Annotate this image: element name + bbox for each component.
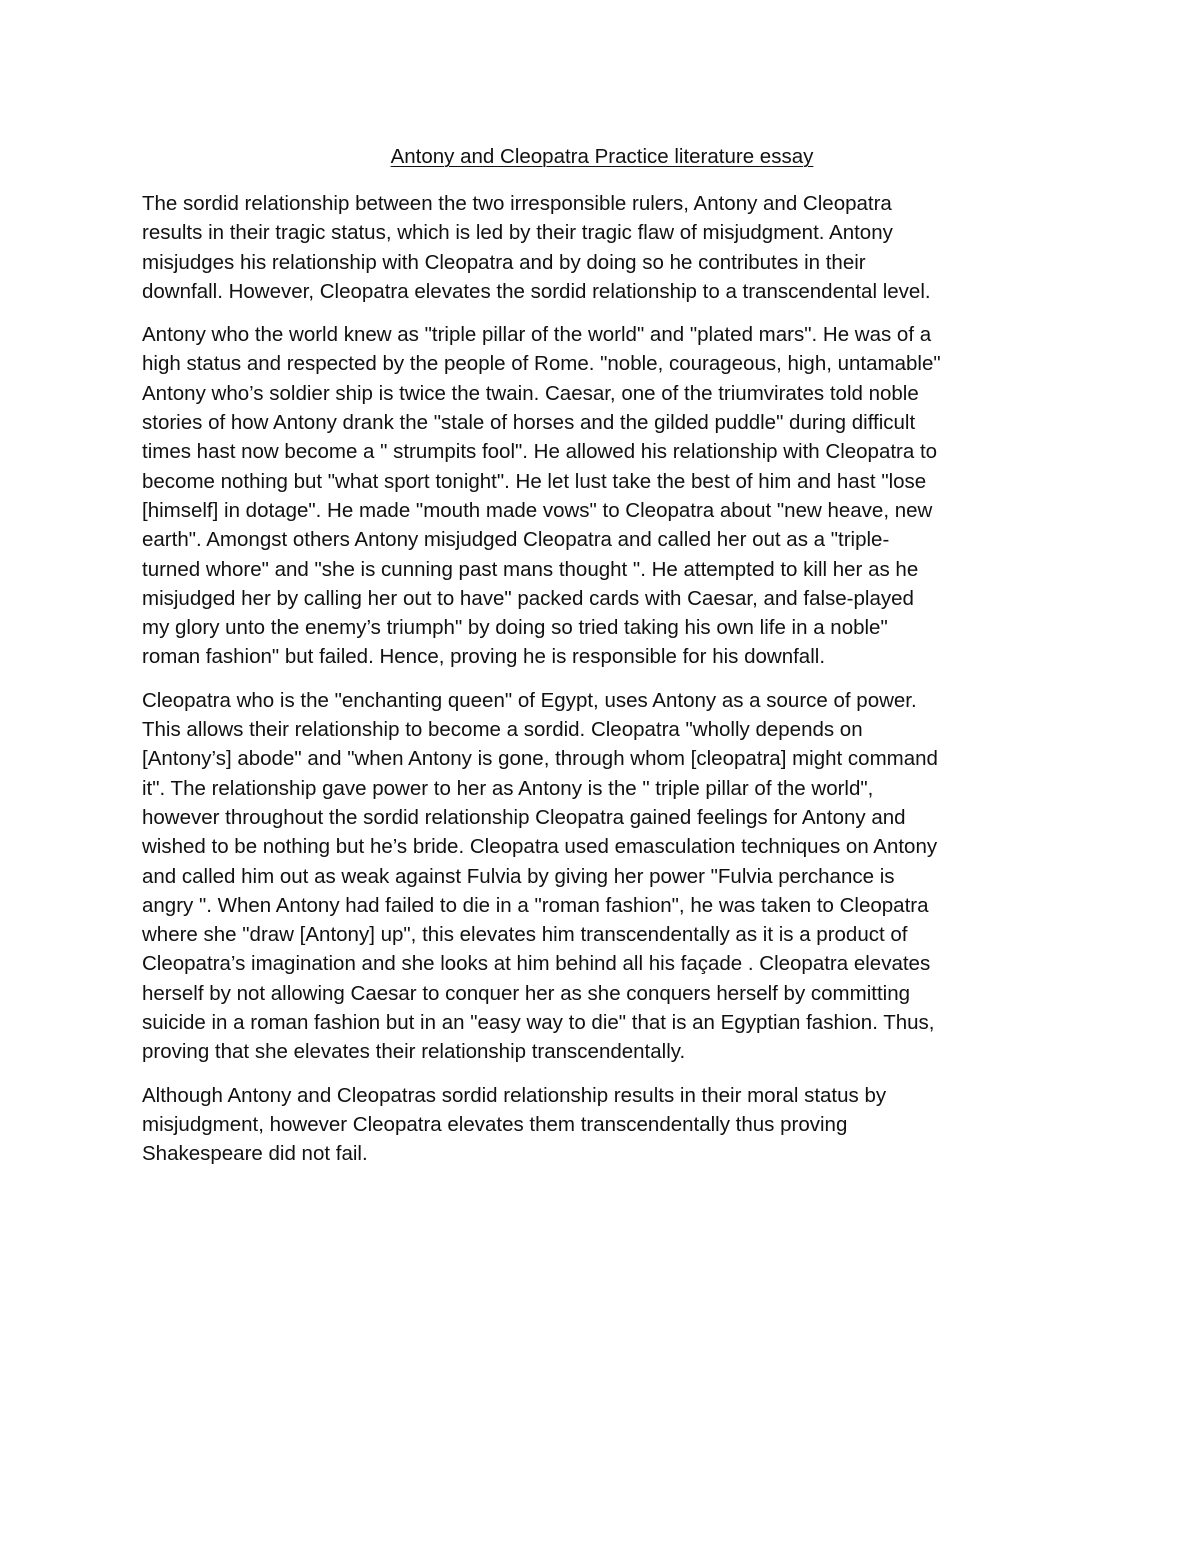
text-line: however throughout the sordid relationship Cleopatra gained feelings for Antony and [142, 805, 906, 829]
text-line: Antony who’s soldier ship is twice the twain. Caesar, one of the triumvirates told noble [142, 381, 919, 405]
paragraph-introduction [142, 189, 1062, 306]
essay-title: Antony and Cleopatra Practice literature essay [390, 145, 814, 168]
text-line: This allows their relationship to become a sordid. Cleopatra "wholly depends on [142, 718, 863, 742]
text-line: [himself] in dotage". He made "mouth made vows" to Cleopatra about "new heave, new [142, 498, 933, 522]
text-line: misjudged her by calling her out to have" packed cards with Caesar, and false-played [142, 586, 914, 610]
text-line: Cleopatra who is the "enchanting queen" of Egypt, uses Antony as a source of power. [142, 688, 917, 712]
text-line: [Antony’s] abode" and "when Antony is gone, through whom [cleopatra] might command [142, 747, 938, 771]
text-line: Shakespeare did not fail. [142, 1142, 368, 1166]
text-line: herself by not allowing Caesar to conquer her as she conquers herself by committing [142, 981, 911, 1005]
text-line: it". The relationship gave power to her as Antony is the " triple pillar of the world", [142, 776, 874, 800]
text-line: turned whore" and "she is cunning past mans thought ". He attempted to kill her as he [142, 557, 919, 581]
text-line: become nothing but "what sport tonight". He let lust take the best of him and hast "lose [142, 469, 927, 493]
text-line: downfall. However, Cleopatra elevates the sordid relationship to a transcendental level. [142, 279, 931, 303]
text-line: Although Antony and Cleopatras sordid relationship results in their moral status by [142, 1083, 887, 1107]
text-line: misjudges his relationship with Cleopatra and by doing so he contributes in their [142, 250, 866, 274]
text-line: suicide in a roman fashion but in an "easy way to die" that is an Egyptian fashion. Thus, [142, 1011, 935, 1035]
text-line: wished to be nothing but he’s bride. Cleopatra used emasculation techniques on Antony [142, 835, 938, 859]
document-body [142, 142, 1062, 1183]
text-line: misjudgment, however Cleopatra elevates them transcendentally thus proving [142, 1112, 848, 1136]
paragraph-antony [142, 320, 1062, 672]
text-line: stories of how Antony drank the "stale of horses and the gilded puddle" during difficult [142, 411, 916, 435]
paragraph-conclusion [142, 1081, 1062, 1169]
text-line: angry ". When Antony had failed to die in a "roman fashion", he was taken to Cleopatra [142, 893, 929, 917]
text-line: and called him out as weak against Fulvia by giving her power "Fulvia perchance is [142, 864, 895, 888]
text-line: times hast now become a " strumpits fool". He allowed his relationship with Cleopatra to [142, 440, 938, 464]
text-line: The sordid relationship between the two irresponsible rulers, Antony and Cleopatra [142, 192, 892, 215]
text-line: results in their tragic status, which is led by their tragic flaw of misjudgment. Antony [142, 221, 893, 245]
text-line: where she "draw [Antony] up", this elevates him transcendentally as it is a product of [142, 923, 908, 947]
text-line: my glory unto the enemy’s triumph" by doing so tried taking his own life in a noble" [142, 616, 888, 640]
paragraph-cleopatra [142, 686, 1062, 1067]
text-line: Antony who the world knew as "triple pillar of the world" and "plated mars". He was of a [142, 323, 932, 347]
text-line: proving that she elevates their relationship transcendentally. [142, 1040, 686, 1064]
text-line: earth". Amongst others Antony misjudged Cleopatra and called her out as a "triple- [142, 528, 890, 552]
text-line: Cleopatra’s imagination and she looks at him behind all his façade . Cleopatra elevates [142, 952, 931, 976]
text-line: high status and respected by the people of Rome. "noble, courageous, high, untamable" [142, 352, 941, 376]
text-line: roman fashion" but failed. Hence, proving he is responsible for his downfall. [142, 645, 826, 669]
